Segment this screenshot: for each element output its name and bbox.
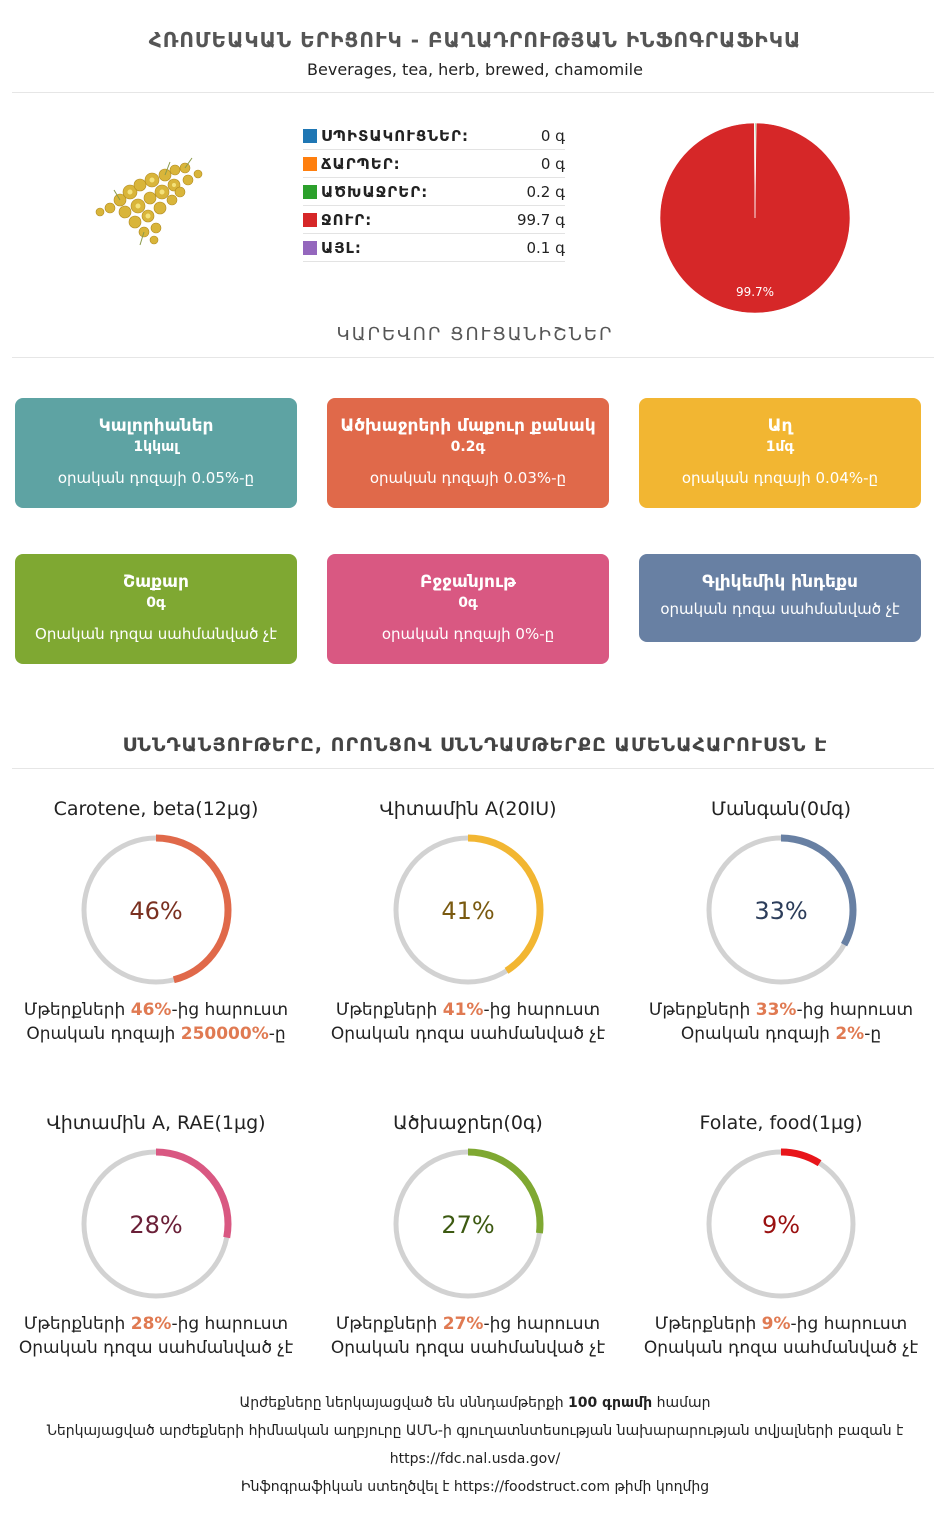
- indicator-card: [327, 554, 609, 664]
- daily-value-line: Օրական դոզա սահմանված չէ: [330, 1338, 606, 1358]
- ring-percent: 46%: [129, 897, 183, 925]
- card-daily-percent: օրական դոզայի 0.05%-ը: [57, 469, 255, 487]
- nutrient-title: Carotene, beta(12µg): [53, 798, 259, 820]
- daily-value-line: Օրական դոզա սահմանված չէ: [643, 1338, 919, 1358]
- nutrient-title: Վիտամին A(20IU): [379, 798, 557, 820]
- indicator-card: [15, 398, 297, 508]
- daily-value-line: Օրական դոզայի 250000%-ը: [26, 1024, 286, 1044]
- card-value: 0գ: [146, 595, 166, 611]
- nutrient-ring-chart: [78, 1146, 234, 1302]
- legend-swatch: [303, 157, 317, 171]
- macronutrient-table: [303, 122, 565, 262]
- rich-nutrients-title: ՍՆՆԴԱՆՅՈՒԹԵՐԸ, ՈՐՈՆՑՈՎ ՍՆՆԴԱՄԹԵՐՔԸ ԱՄԵՆԱՀԱՐՈՒՍՏՆ Է: [122, 734, 828, 756]
- header: [0, 28, 950, 79]
- footer: [0, 1392, 950, 1504]
- nutrient-ring-chart: [703, 1146, 859, 1302]
- nutrient-title: Ածխաջրեր(0գ): [393, 1112, 543, 1134]
- card-title: Բջջանյութ: [420, 572, 516, 592]
- daily-value-line: Օրական դոզա սահմանված չէ: [330, 1024, 606, 1044]
- rich-foods-line: Մթերքների 9%-ից հարուստ: [654, 1314, 908, 1334]
- card-title: Շաքար: [123, 572, 189, 592]
- macro-value: 0.2 գ: [526, 182, 565, 201]
- nutrient-block: [0, 1112, 312, 1358]
- macro-value: 99.7 գ: [516, 210, 565, 229]
- ring-percent: 41%: [441, 897, 495, 925]
- indicator-card: [639, 554, 921, 642]
- macro-value: 0 գ: [540, 154, 565, 173]
- macro-name: ՃԱՐՊԵՐ:: [321, 154, 401, 173]
- macro-row: [303, 178, 565, 206]
- nutrient-block: [312, 1112, 624, 1358]
- divider: [12, 92, 934, 93]
- rich-foods-line: Մթերքների 27%-ից հարուստ: [335, 1314, 601, 1334]
- macro-row: [303, 206, 565, 234]
- card-title: Ածխաջրերի մաքուր քանակ: [340, 416, 596, 436]
- nutrient-title: Մանգան(0մգ): [710, 798, 852, 820]
- indicator-card: [327, 398, 609, 508]
- nutrient-ring-chart: [390, 1146, 546, 1302]
- macro-row: [303, 122, 565, 150]
- macronutrient-pie-chart: [655, 118, 855, 318]
- card-daily-percent: օրական դոզա սահմանված չէ: [660, 600, 900, 618]
- macro-name: ԱՅԼ:: [321, 238, 362, 257]
- card-value: 0գ: [458, 595, 478, 611]
- card-daily-percent: օրական դոզայի 0.03%-ը: [369, 469, 567, 487]
- macro-value: 0 գ: [540, 126, 565, 145]
- rich-foods-line: Մթերքների 28%-ից հարուստ: [23, 1314, 289, 1334]
- card-title: Գլիկեմիկ ինդեքս: [702, 572, 858, 592]
- card-daily-percent: Օրական դոզա սահմանված չէ: [35, 625, 277, 643]
- pie-label-water: 99.7%: [735, 285, 775, 299]
- daily-value-line: Օրական դոզա սահմանված չէ: [18, 1338, 294, 1358]
- footer-line-4: Ինֆոգրաֆիկան ստեղծվել է https://foodstruct.com թիմի կողմից: [240, 1479, 710, 1495]
- macro-row: [303, 150, 565, 178]
- nutrient-ring-chart: [78, 832, 234, 988]
- legend-swatch: [303, 185, 317, 199]
- daily-value-line: Օրական դոզայի 2%-ը: [680, 1024, 882, 1044]
- nutrient-title: Վիտամին A, RAE(1µg): [46, 1112, 266, 1134]
- rich-foods-line: Մթերքների 41%-ից հարուստ: [335, 1000, 601, 1020]
- page-title: ՀՌՈՄԵԱԿԱՆ ԵՐԻՑՈՒԿ - ԲԱՂԱԴՐՈՒԹՅԱՆ ԻՆՖՈԳՐԱՖԻԿԱ: [148, 28, 802, 52]
- macro-name: ԱԾԽԱՋՐԵՐ:: [321, 182, 429, 201]
- ring-percent: 9%: [761, 1211, 801, 1239]
- nutrient-block: [312, 798, 624, 1044]
- food-subtitle: Beverages, tea, herb, brewed, chamomile: [307, 60, 643, 79]
- card-daily-percent: օրական դոզայի 0%-ը: [381, 625, 555, 643]
- rich-foods-line: Մթերքների 33%-ից հարուստ: [648, 1000, 914, 1020]
- divider: [12, 768, 934, 769]
- card-daily-percent: օրական դոզայի 0.04%-ը: [681, 469, 879, 487]
- card-value: 0.2գ: [450, 439, 486, 455]
- ring-percent: 28%: [129, 1211, 183, 1239]
- legend-swatch: [303, 213, 317, 227]
- footer-line-1: Արժեքները ներկայացված են սննդամթերքի 100 գրամի համար: [239, 1395, 711, 1411]
- card-value: 1կկալ: [133, 439, 179, 455]
- nutrient-ring-chart: [390, 832, 546, 988]
- nutrient-block: [625, 798, 937, 1044]
- legend-swatch: [303, 129, 317, 143]
- indicator-card: [15, 554, 297, 664]
- card-title: Կալորիաներ: [98, 416, 214, 436]
- card-title: Աղ: [767, 416, 793, 436]
- ring-percent: 27%: [441, 1211, 495, 1239]
- macro-name: ՍՊԻՏԱԿՈՒՑՆԵՐ:: [321, 126, 469, 145]
- nutrient-block: [625, 1112, 937, 1358]
- macro-row: [303, 234, 565, 262]
- card-value: 1մգ: [765, 439, 795, 455]
- legend-swatch: [303, 241, 317, 255]
- ring-percent: 33%: [754, 897, 808, 925]
- rich-foods-line: Մթերքների 46%-ից հարուստ: [23, 1000, 289, 1020]
- nutrient-ring-chart: [703, 832, 859, 988]
- macro-value: 0.1 գ: [526, 238, 565, 257]
- chamomile-image: [80, 140, 220, 260]
- footer-line-2: Ներկայացված արժեքների հիմնական աղբյուրը ԱՄՆ-ի գյուղատնտեսության նախարարության տվյալների բազան է: [46, 1423, 904, 1439]
- nutrient-title: Folate, food(1µg): [699, 1112, 863, 1134]
- nutrient-block: [0, 798, 312, 1044]
- foodstruct-link[interactable]: https://foodstruct.com: [453, 1479, 610, 1495]
- key-indicators-title: ԿԱՐԵՎՈՐ ՑՈՒՑԱՆԻՇՆԵՐ: [336, 324, 614, 345]
- macro-name: ՋՈՒՐ:: [321, 210, 373, 229]
- indicator-card: [639, 398, 921, 508]
- divider: [12, 357, 934, 358]
- source-link[interactable]: https://fdc.nal.usda.gov/: [389, 1451, 561, 1467]
